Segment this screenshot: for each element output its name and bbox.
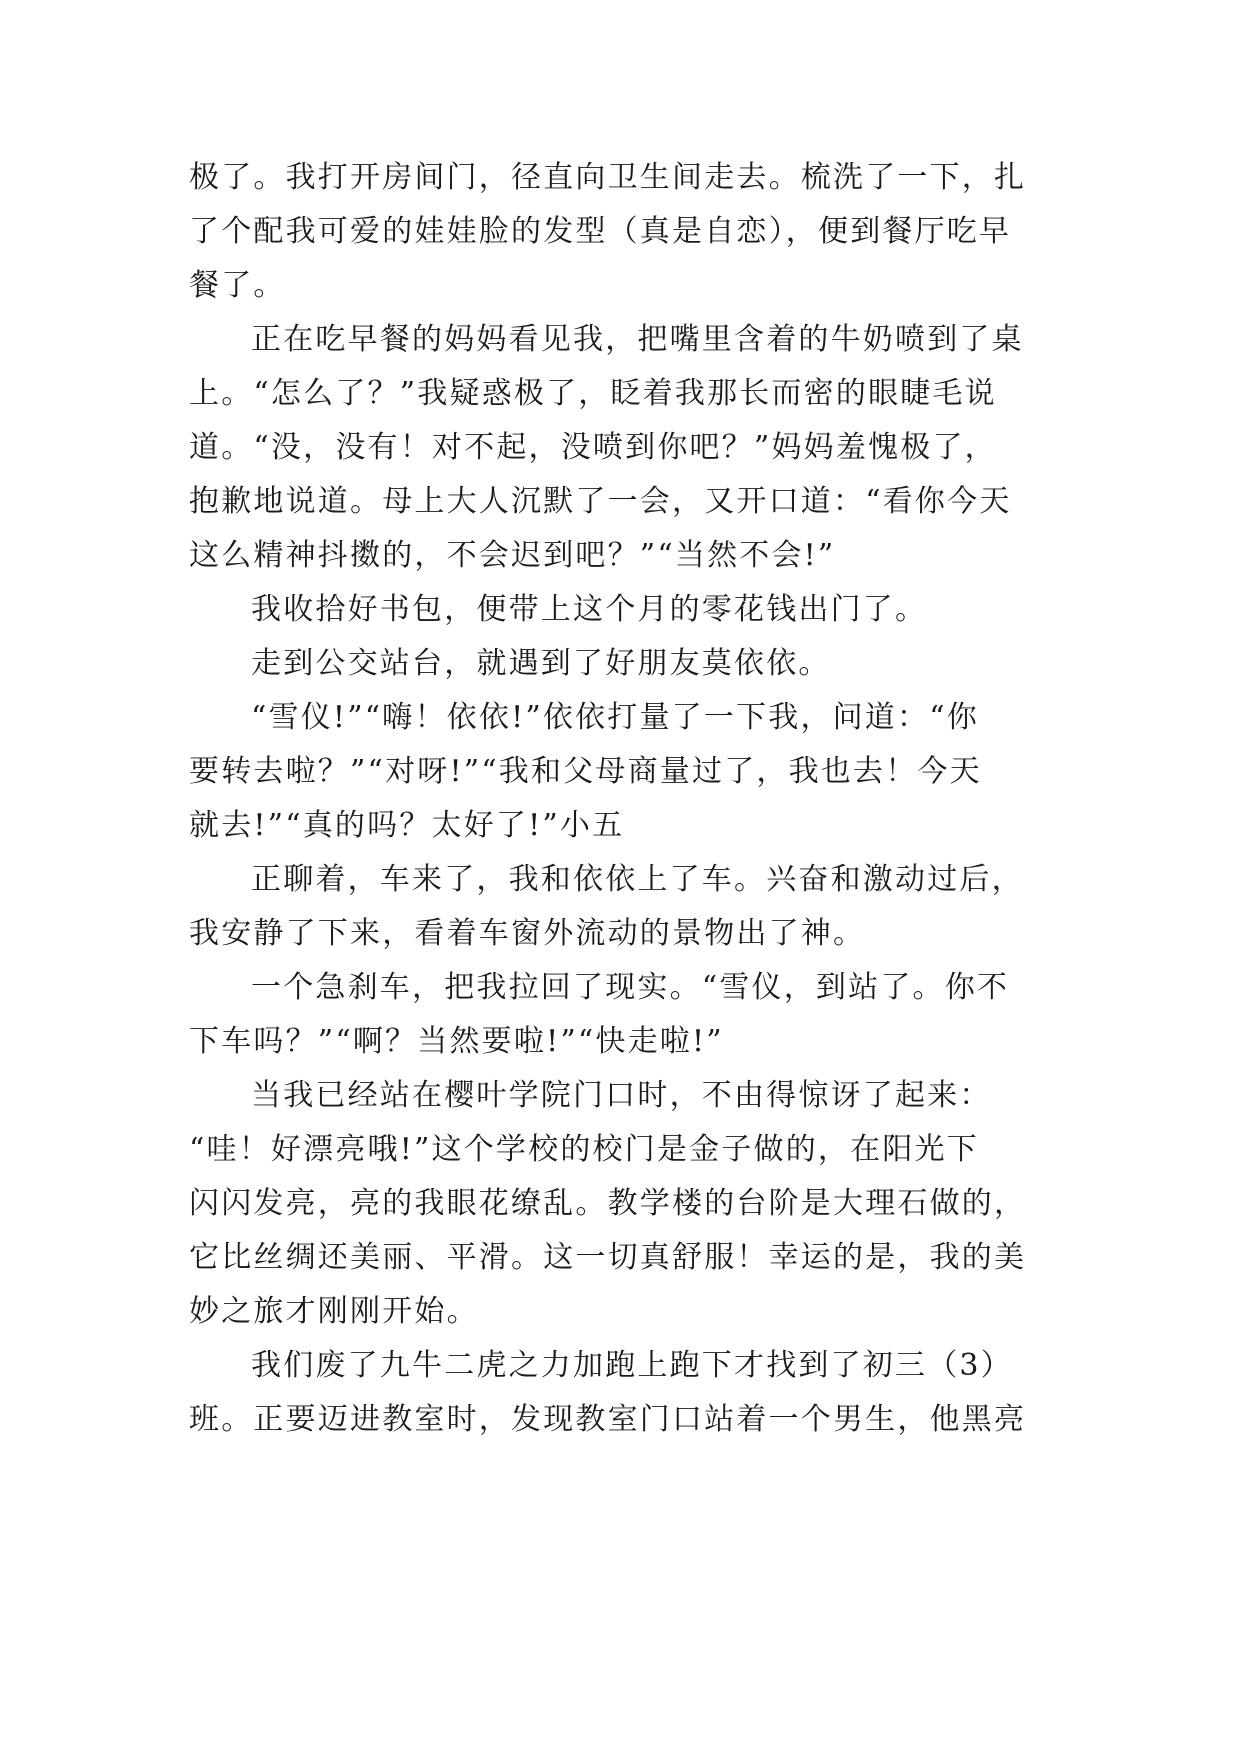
text-line: 极了。我打开房间门，径直向卫生间走去。梳洗了一下，扎 [189, 160, 1027, 195]
text-line: 我们废了九牛二虎之力加跑上跑下才找到了初三（3） [251, 1348, 1013, 1383]
text-line: 这么精神抖擞的，不会迟到吧？”“当然不会!” [189, 538, 836, 573]
text-line: 一个急刹车，把我拉回了现实。“雪仪，到站了。你不 [251, 970, 1010, 1005]
text-line: 我收拾好书包，便带上这个月的零花钱出门了。 [251, 592, 928, 627]
text-line: “雪仪!”“嗨！依依!”依依打量了一下我，问道：“你 [251, 700, 979, 735]
text-line: 就去!”“真的吗？太好了!”小五 [189, 808, 625, 843]
text-line: 正在吃早餐的妈妈看见我，把嘴里含着的牛奶喷到了桌 [251, 322, 1024, 357]
text-line: 要转去啦？”“对呀!”“我和父母商量过了，我也去！今天 [189, 754, 982, 789]
text-line: 走到公交站台，就遇到了好朋友莫依依。 [251, 646, 831, 681]
text-line: 正聊着，车来了，我和依依上了车。兴奋和激动过后， [251, 862, 1024, 897]
text-line: 上。“怎么了？”我疑惑极了，眨着我那长而密的眼睫毛说 [189, 376, 997, 411]
text-line: 我安静了下来，看着车窗外流动的景物出了神。 [189, 916, 866, 951]
text-line: 下车吗？”“啊？当然要啦!”“快走啦!” [189, 1024, 724, 1059]
text-line: 餐了。 [189, 268, 286, 303]
text-line: 当我已经站在樱叶学院门口时，不由得惊讶了起来： [251, 1078, 992, 1113]
text-line: 班。正要迈进教室时，发现教室门口站着一个男生，他黑亮 [189, 1402, 1027, 1437]
text-line: 它比丝绸还美丽、平滑。这一切真舒服！幸运的是，我的美 [189, 1240, 1027, 1275]
text-line: 了个配我可爱的娃娃脸的发型（真是自恋），便到餐厅吃早 [189, 214, 1012, 249]
text-line: 道。“没，没有！对不起，没喷到你吧？”妈妈羞愧极了， [189, 430, 997, 465]
text-line: 妙之旅才刚刚开始。 [189, 1294, 479, 1329]
text-line: 闪闪发亮，亮的我眼花缭乱。教学楼的台阶是大理石做的， [189, 1186, 1027, 1221]
text-line: 抱歉地说道。母上大人沉默了一会，又开口道：“看你今天 [189, 484, 1012, 519]
text-line: “哇！好漂亮哦!”这个学校的校门是金子做的，在阳光下 [189, 1132, 979, 1167]
